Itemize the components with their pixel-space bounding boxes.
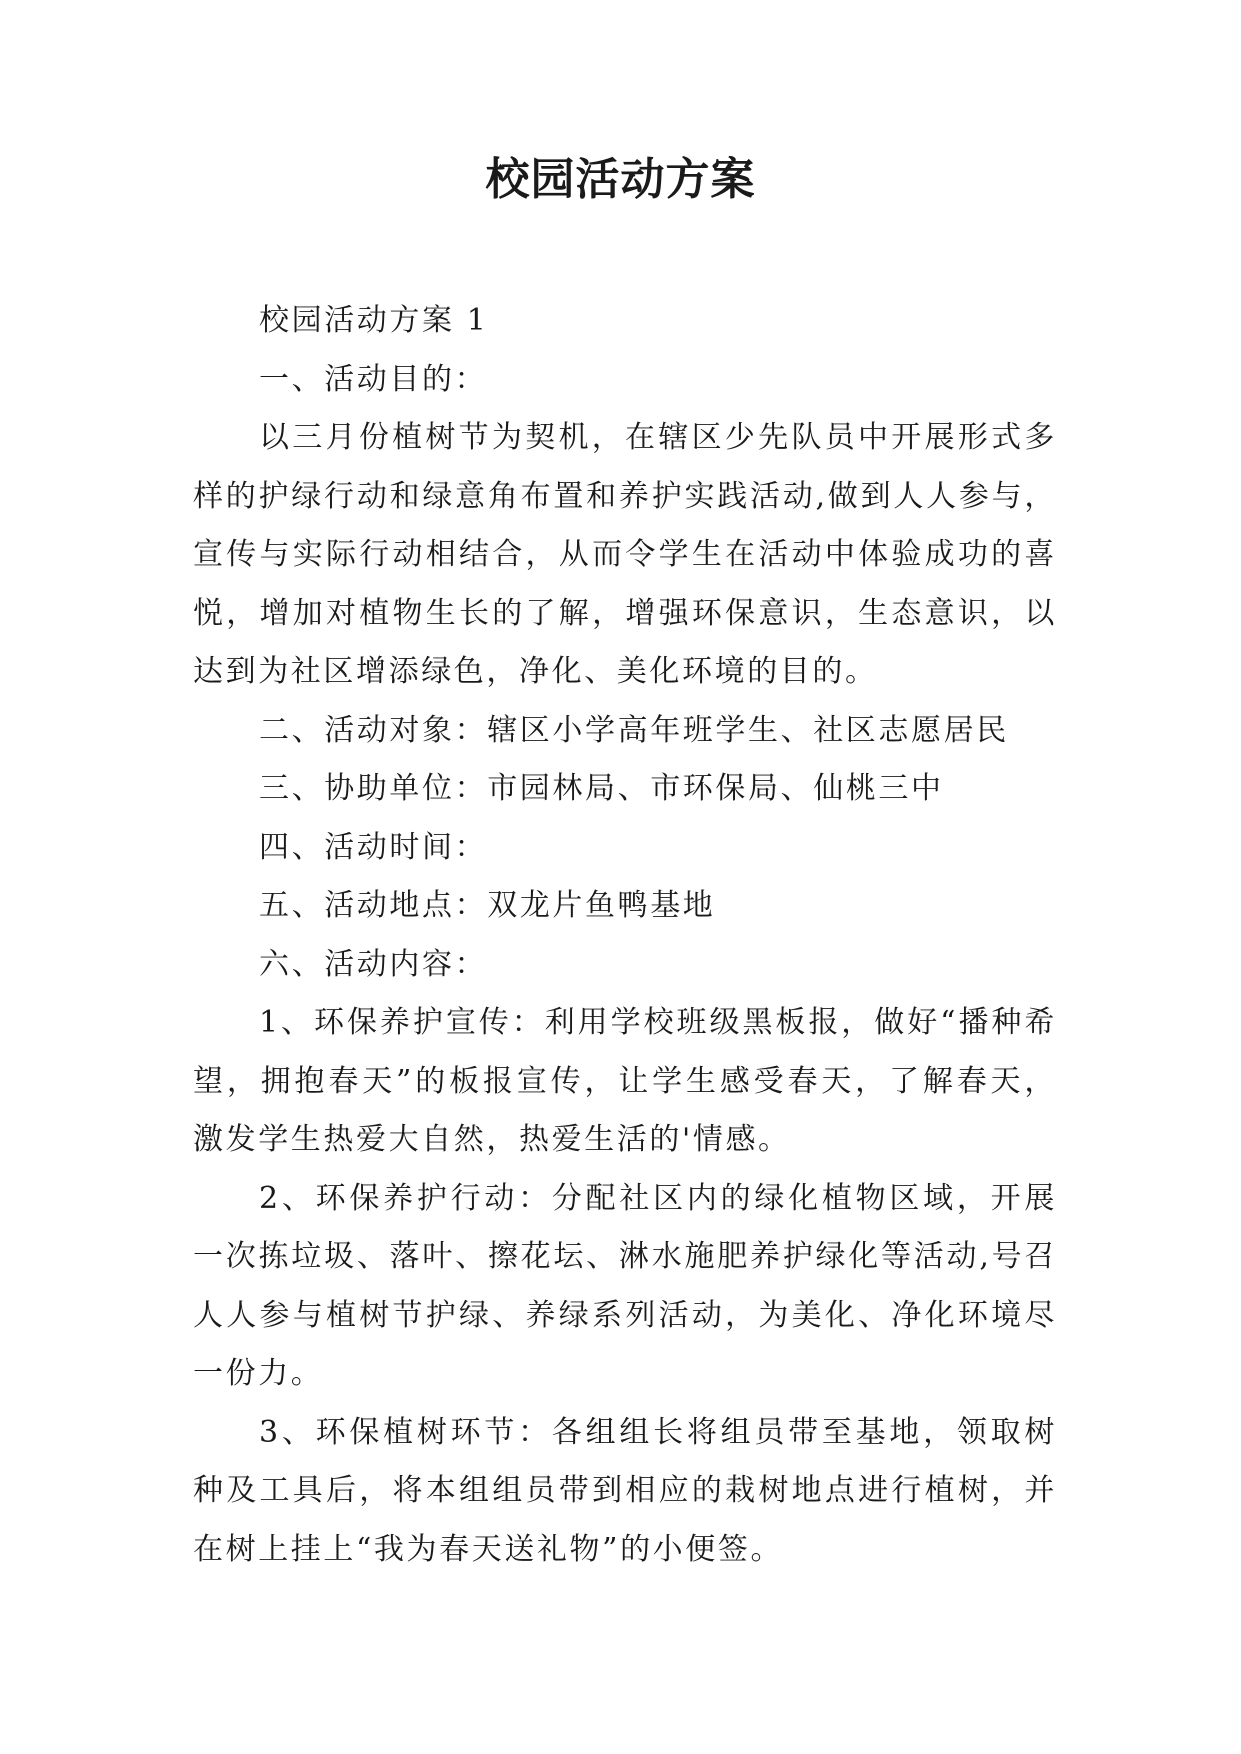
section-heading: 校园活动方案 1 (259, 303, 489, 338)
paragraph-purpose: 以三月份植树节为契机，在辖区少先队员中开展形式多样的护绿行动和绿意角布置和养护实践活动,做到人人参与，宣传与实际行动相结合，从而令学生在活动中体验成功的喜悦，增加对植物生长的了解，增强环保意识，生态意识，以达到为社区增添绿色，净化、美化环境的目的。 (193, 420, 1057, 689)
paragraph-item-3: 3、环保植树环节：各组组长将组员带至基地，领取树种及工具后，将本组组员带到相应的栽树地点进行植树，并在树上挂上“我为春天送礼物”的小便签。 (193, 1414, 1057, 1567)
paragraph-item-1: 1、环保养护宣传：利用学校班级黑板报，做好“播种希望，拥抱春天”的板报宣传，让学生感受春天，了解春天，激发学生热爱大自然，热爱生活的'情感。 (193, 1005, 1057, 1157)
paragraph-purpose-heading: 一、活动目的： (259, 361, 488, 397)
paragraph-content-heading: 六、活动内容： (259, 946, 488, 982)
paragraph-audience: 二、活动对象：辖区小学高年班学生、社区志愿居民 (259, 712, 1009, 748)
paragraph-time: 四、活动时间： (259, 829, 488, 865)
document-body (193, 292, 1057, 1579)
paragraph-item-2: 2、环保养护行动：分配社区内的绿化植物区域，开展一次拣垃圾、落叶、擦花坛、淋水施肥养护绿化等活动,号召人人参与植树节护绿、养绿系列活动，为美化、净化环境尽一份力。 (193, 1180, 1057, 1391)
paragraph-location: 五、活动地点：双龙片鱼鸭基地 (259, 888, 716, 923)
document-title: 校园活动方案 (485, 154, 756, 205)
paragraph-partners: 三、协助单位：市园林局、市环保局、仙桃三中 (259, 771, 944, 806)
